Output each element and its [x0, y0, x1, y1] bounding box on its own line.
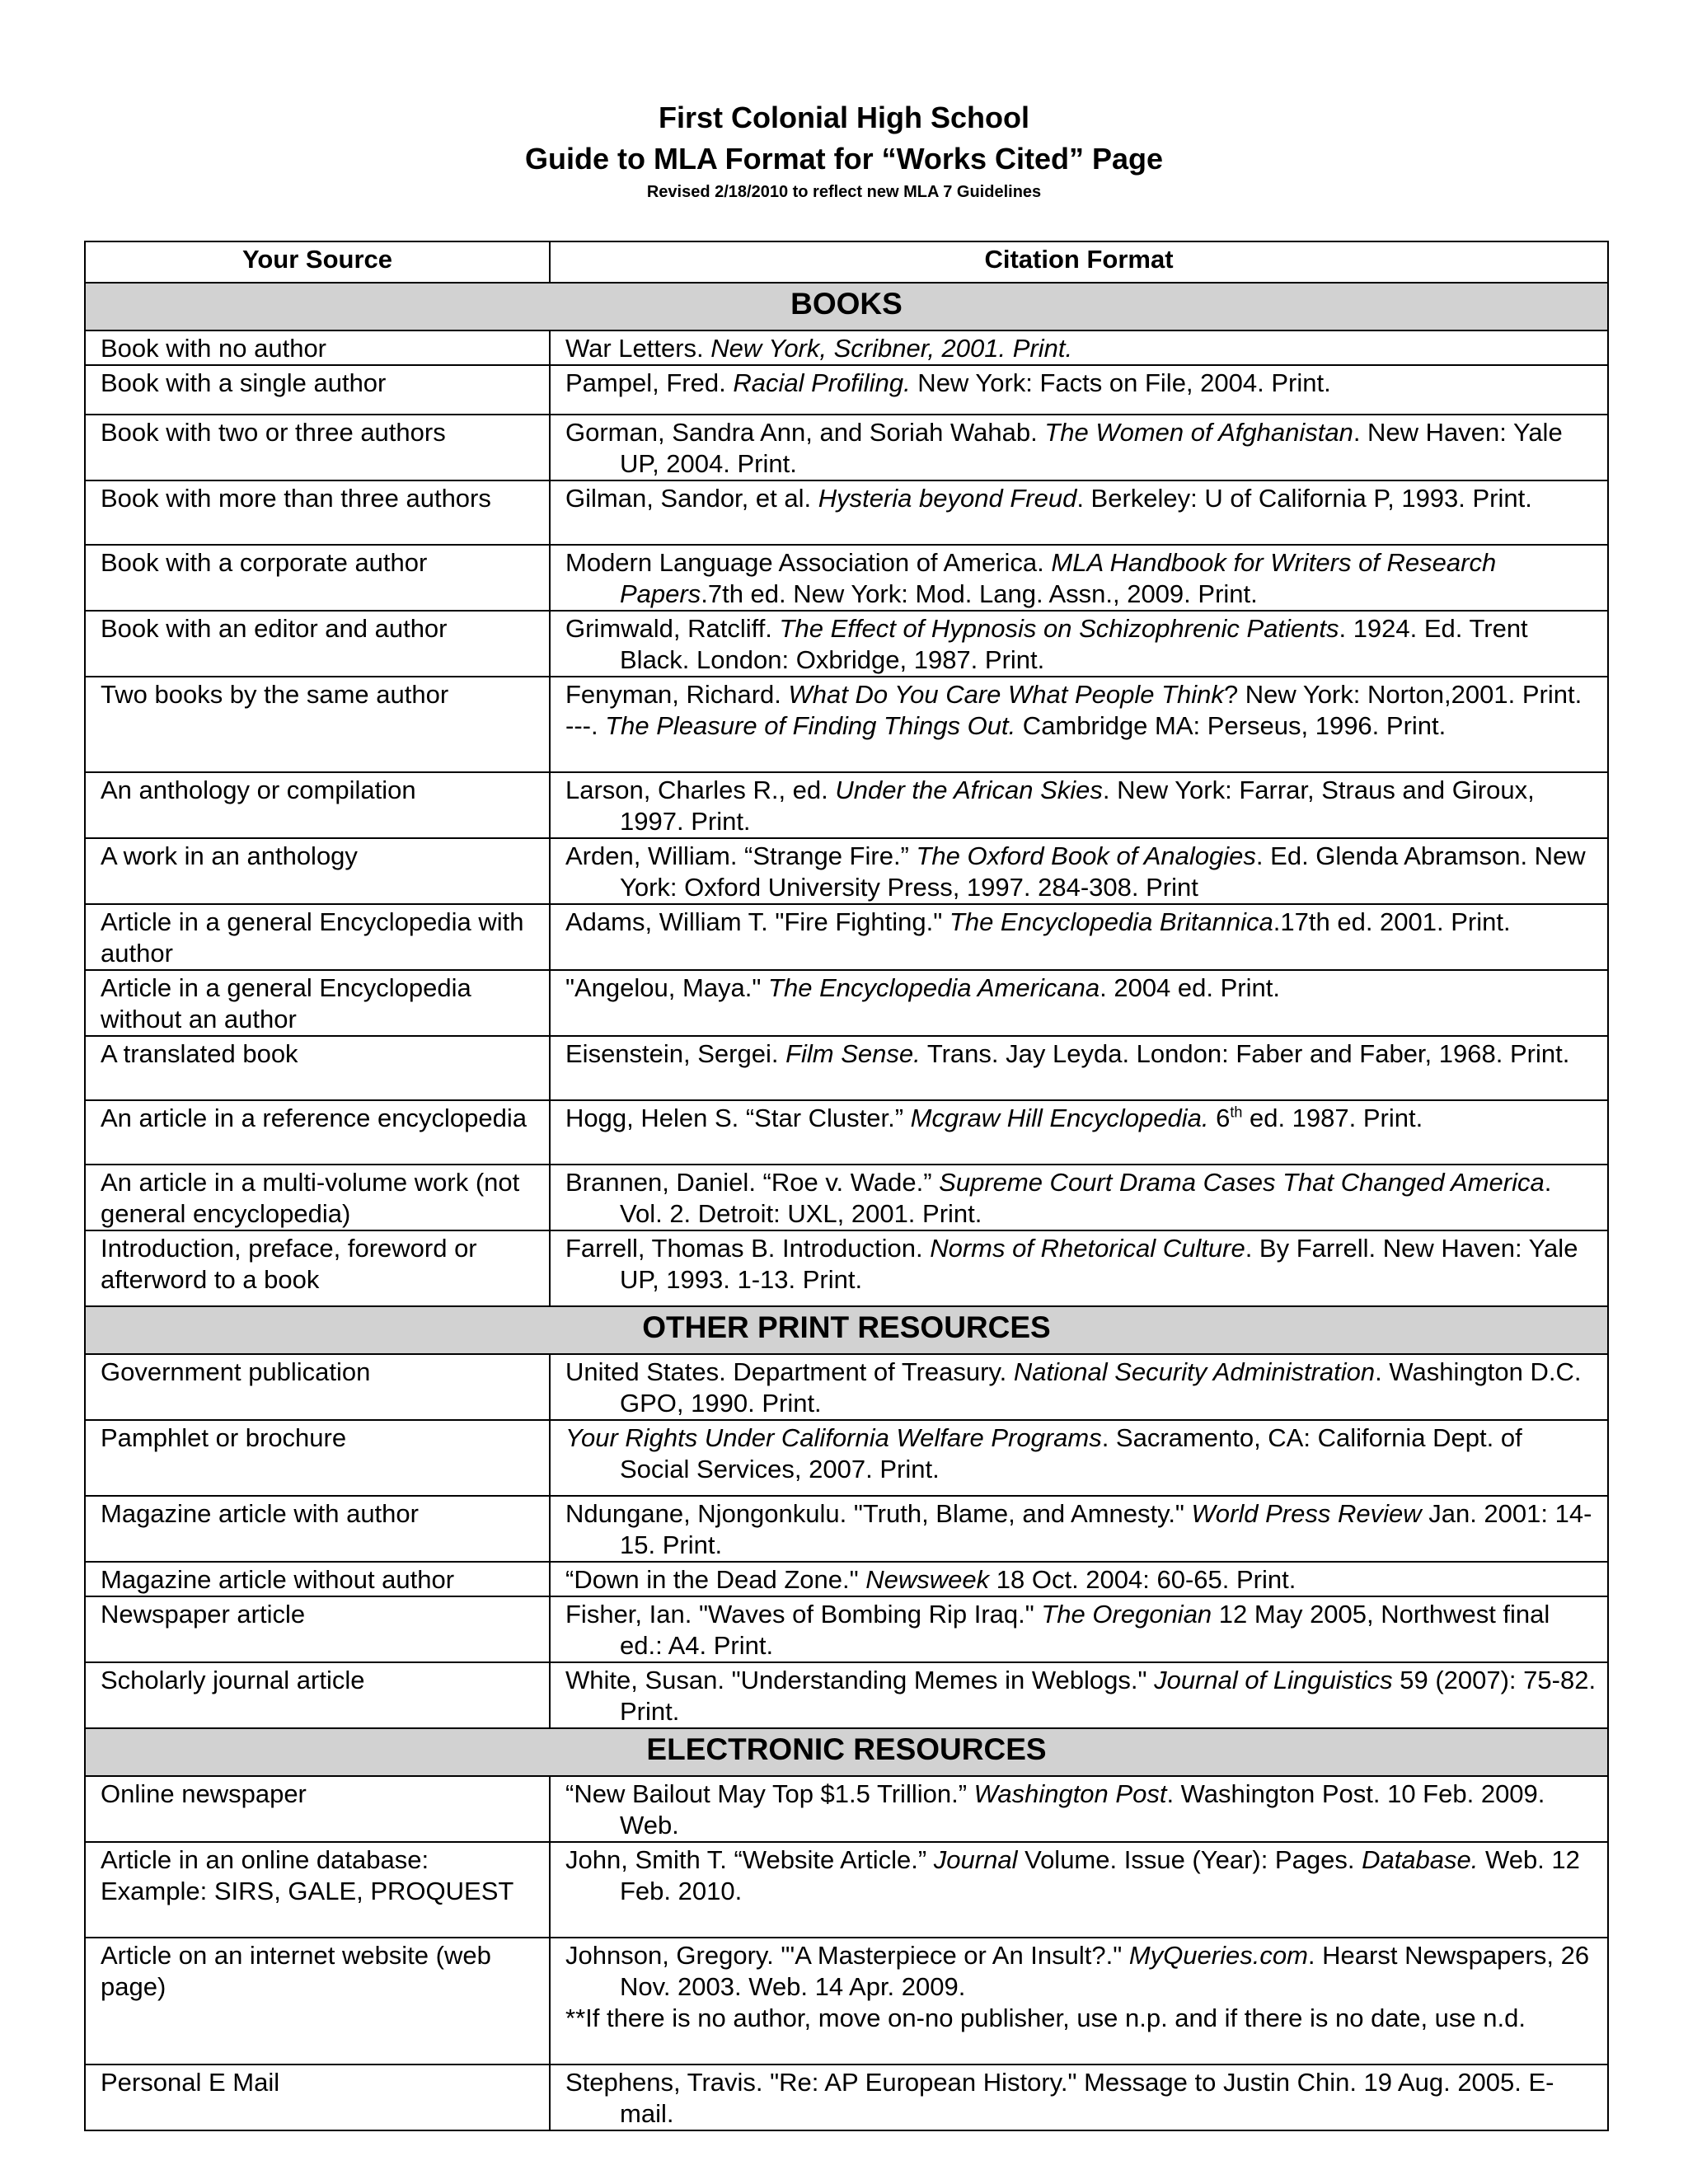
text-segment: Trans. Jay Leyda. London: Faber and Faber, 1968. Print.	[920, 1039, 1570, 1068]
source-type-cell: Magazine article without author	[85, 1562, 550, 1596]
citation-format-cell	[550, 904, 1608, 970]
citation-line	[565, 1779, 1597, 1841]
citation-line	[565, 417, 1597, 480]
citation-format-cell	[550, 1842, 1608, 1938]
italic-title-segment: The Encyclopedia Britannica	[949, 907, 1273, 936]
text-segment: . New York: Farrar, Straus and Giroux, 1997. Print.	[620, 776, 1535, 836]
text-segment: Eisenstein, Sergei.	[565, 1039, 786, 1068]
table-row	[85, 1842, 1608, 1938]
citation-line	[565, 1233, 1597, 1296]
citation-line	[565, 1940, 1597, 2003]
text-segment: . Vol. 2. Detroit: UXL, 2001. Print.	[620, 1168, 1552, 1228]
source-type-cell: Two books by the same author	[85, 677, 550, 772]
text-segment: Pampel, Fred.	[565, 368, 734, 397]
table-row	[85, 611, 1608, 677]
text-segment: United States. Department of Treasury.	[565, 1357, 1014, 1386]
italic-title-segment: The Pleasure of Finding Things Out.	[605, 711, 1016, 740]
source-type-cell: A translated book	[85, 1036, 550, 1100]
italic-title-segment: The Encyclopedia Americana	[768, 973, 1100, 1002]
text-segment: Volume. Issue (Year): Pages.	[1017, 1845, 1362, 1874]
italic-title-segment: Mcgraw Hill Encyclopedia.	[910, 1104, 1209, 1132]
italic-title-segment: MLA Handbook for Writers of Research Papers	[620, 548, 1497, 608]
text-segment: .7th ed. New York: Mod. Lang. Assn., 2009. Print.	[701, 579, 1258, 608]
italic-title-segment: What Do You Care What People Think	[788, 680, 1224, 709]
italic-title-segment: The Oregonian	[1041, 1600, 1212, 1629]
italic-title-segment: The Oxford Book of Analogies	[916, 841, 1256, 870]
source-type-cell: An article in a reference encyclopedia	[85, 1100, 550, 1165]
citation-format-cell	[550, 1100, 1608, 1165]
citation-format-cell	[550, 1496, 1608, 1562]
source-type-cell: Scholarly journal article	[85, 1662, 550, 1728]
text-segment: 59 (2007): 75-82. Print.	[620, 1666, 1597, 1726]
table-row	[85, 1596, 1608, 1662]
italic-title-segment: Norms of Rhetorical Culture	[930, 1234, 1245, 1263]
source-type-cell: Personal E Mail	[85, 2064, 550, 2130]
table-row	[85, 1354, 1608, 1420]
citation-line	[565, 907, 1597, 938]
italic-title-segment: World Press Review	[1191, 1499, 1422, 1528]
text-segment: Ndungane, Njongonkulu. "Truth, Blame, and Amnesty."	[565, 1499, 1192, 1528]
italic-title-segment: Journal of Linguistics	[1154, 1666, 1393, 1694]
citation-format-cell	[550, 1230, 1608, 1306]
table-row	[85, 677, 1608, 772]
header-your-source: Your Source	[85, 241, 550, 283]
table-header-row	[85, 241, 1608, 283]
table-row	[85, 1662, 1608, 1728]
text-segment: “New Bailout May Top $1.5 Trillion.”	[565, 1779, 974, 1808]
source-type-cell: Book with a single author	[85, 365, 550, 415]
citation-format-cell	[550, 330, 1608, 365]
text-segment: 18 Oct. 2004: 60-65. Print.	[989, 1565, 1296, 1594]
text-segment: 6	[1208, 1104, 1231, 1132]
citation-line	[565, 1357, 1597, 1419]
source-type-cell: Government publication	[85, 1354, 550, 1420]
italic-title-segment: Film Sense.	[785, 1039, 921, 1068]
text-segment: . 2004 ed. Print.	[1100, 973, 1280, 1002]
italic-title-segment: Hysteria beyond Freud	[818, 484, 1077, 513]
citation-format-cell	[550, 415, 1608, 480]
citation-format-cell	[550, 970, 1608, 1036]
citation-line	[565, 679, 1597, 710]
text-segment: John, Smith T. “Website Article.”	[565, 1845, 934, 1874]
citation-format-cell	[550, 2064, 1608, 2130]
text-segment: Arden, William. “Strange Fire.”	[565, 841, 917, 870]
text-segment: . Washington Post. 10 Feb. 2009. Web.	[620, 1779, 1545, 1840]
text-segment: Modern Language Association of America.	[565, 548, 1052, 577]
text-segment: War Letters.	[565, 334, 704, 363]
citation-format-cell	[550, 1562, 1608, 1596]
table-row	[85, 904, 1608, 970]
superscript-segment: th	[1230, 1104, 1243, 1121]
citation-line	[565, 333, 1597, 364]
italic-title-segment: Database.	[1362, 1845, 1479, 1874]
text-segment: . Sacramento, CA: California Dept. of Social Services, 2007. Print.	[620, 1423, 1522, 1483]
text-segment: Adams, William T. "Fire Fighting."	[565, 907, 950, 936]
text-segment: Fenyman, Richard.	[565, 680, 789, 709]
citation-format-cell	[550, 1165, 1608, 1230]
source-type-cell: An article in a multi-volume work (not general encyclopedia)	[85, 1165, 550, 1230]
italic-title-segment: Newsweek	[865, 1565, 990, 1594]
citation-line	[565, 1498, 1597, 1561]
revision-note: Revised 2/18/2010 to reflect new MLA 7 Guidelines	[646, 183, 1042, 201]
source-type-cell: Article in an online database: Example: SIRS, GALE, PROQUEST	[85, 1842, 550, 1938]
italic-title-segment: Journal	[933, 1845, 1018, 1874]
source-type-cell: Pamphlet or brochure	[85, 1420, 550, 1496]
source-type-cell: An anthology or compilation	[85, 772, 550, 838]
text-segment: ---.	[565, 711, 606, 740]
citation-format-cell	[550, 1938, 1608, 2064]
section-header-row	[85, 1728, 1608, 1776]
table-row	[85, 1938, 1608, 2064]
source-type-cell: Newspaper article	[85, 1596, 550, 1662]
section-title-books: BOOKS	[85, 283, 1608, 330]
text-segment: White, Susan. "Understanding Memes in Weblogs."	[565, 1666, 1155, 1694]
source-type-cell: Book with more than three authors	[85, 480, 550, 545]
citation-line	[565, 1167, 1597, 1230]
text-segment: “Down in the Dead Zone."	[565, 1565, 866, 1594]
source-type-cell: Magazine article with author	[85, 1496, 550, 1562]
table-row	[85, 2064, 1608, 2130]
section-header-row	[85, 283, 1608, 330]
text-segment: **If there is no author, move on-no publisher, use n.p. and if there is no date, use n.d.	[565, 2004, 1526, 2032]
document-title: First Colonial High School	[659, 101, 1029, 134]
source-type-cell: Article in a general Encyclopedia with author	[85, 904, 550, 970]
document-subtitle: Guide to MLA Format for “Works Cited” Page	[524, 142, 1164, 176]
source-type-cell: Book with two or three authors	[85, 415, 550, 480]
italic-title-segment: National Security Administration	[1013, 1357, 1376, 1386]
section-header-row	[85, 1306, 1608, 1354]
citation-line	[565, 368, 1597, 399]
text-segment: Johnson, Gregory. "'A Masterpiece or An Insult?."	[565, 1941, 1129, 1970]
text-segment: Larson, Charles R., ed.	[565, 776, 836, 804]
citation-line	[565, 972, 1597, 1004]
citation-format-cell	[550, 545, 1608, 611]
text-segment: . Washington D.C. GPO, 1990. Print.	[620, 1357, 1582, 1418]
source-type-cell: Book with a corporate author	[85, 545, 550, 611]
text-segment: ed. 1987. Print.	[1242, 1104, 1423, 1132]
section-title-print: OTHER PRINT RESOURCES	[85, 1306, 1608, 1354]
citation-format-cell	[550, 838, 1608, 904]
citation-format-cell	[550, 480, 1608, 545]
text-segment: ? New York: Norton,2001. Print.	[1223, 680, 1582, 709]
text-segment: .17th ed. 2001. Print.	[1273, 907, 1511, 936]
italic-title-segment: The Women of Afghanistan	[1044, 418, 1353, 447]
italic-title-segment: Racial Profiling.	[733, 368, 911, 397]
table-row	[85, 415, 1608, 480]
citation-line	[565, 710, 1597, 742]
citation-line	[565, 1844, 1597, 1907]
text-segment: . By Farrell. New Haven: Yale UP, 1993. 1-13. Print.	[620, 1234, 1578, 1294]
italic-title-segment: Your Rights Under California Welfare Programs	[565, 1423, 1102, 1452]
text-segment: Grimwald, Ratcliff.	[565, 614, 780, 643]
source-type-cell: Article on an internet website (web page)	[85, 1938, 550, 2064]
text-segment: Gilman, Sandor, et al.	[565, 484, 818, 513]
text-segment: . Ed. Glenda Abramson. New York: Oxford University Press, 1997. 284-308. Print	[620, 841, 1586, 902]
source-type-cell: A work in an anthology	[85, 838, 550, 904]
citation-line	[565, 483, 1597, 514]
text-segment: Jan. 2001: 14-15. Print.	[620, 1499, 1592, 1559]
text-segment: . New Haven: Yale UP, 2004. Print.	[620, 418, 1563, 478]
table-row	[85, 970, 1608, 1036]
text-segment: Brannen, Daniel. “Roe v. Wade.”	[565, 1168, 940, 1197]
italic-title-segment: Washington Post	[973, 1779, 1167, 1808]
citation-line	[565, 1422, 1597, 1485]
citation-line	[565, 841, 1597, 903]
table-row	[85, 772, 1608, 838]
table-row	[85, 545, 1608, 611]
section-title-electronic: ELECTRONIC RESOURCES	[85, 1728, 1608, 1776]
citation-format-cell	[550, 365, 1608, 415]
citation-format-cell	[550, 677, 1608, 772]
text-segment: . 1924. Ed. Trent Black. London: Oxbridge, 1987. Print.	[620, 614, 1528, 674]
text-segment: Stephens, Travis. "Re: AP European History." Message to Justin Chin. 19 Aug. 2005. E-mail.	[565, 2068, 1554, 2128]
text-segment: New York: Facts on File, 2004. Print.	[910, 368, 1331, 397]
citation-line	[565, 1564, 1597, 1596]
table-row	[85, 1036, 1608, 1100]
citation-line	[565, 547, 1597, 610]
text-segment: Web. 12 Feb. 2010.	[620, 1845, 1580, 1905]
table-row	[85, 1496, 1608, 1562]
citation-line	[565, 775, 1597, 837]
text-segment: Hogg, Helen S. “Star Cluster.”	[565, 1104, 911, 1132]
italic-title-segment: Supreme Court Drama Cases That Changed America	[939, 1168, 1545, 1197]
table-row	[85, 1230, 1608, 1306]
citation-format-cell	[550, 1036, 1608, 1100]
source-type-cell: Book with no author	[85, 330, 550, 365]
citation-format-cell	[550, 1776, 1608, 1842]
table-row	[85, 838, 1608, 904]
table-row	[85, 480, 1608, 545]
citation-line	[565, 2003, 1597, 2034]
source-type-cell: Introduction, preface, foreword or afterword to a book	[85, 1230, 550, 1306]
text-segment: . Berkeley: U of California P, 1993. Print.	[1076, 484, 1532, 513]
table-row	[85, 1100, 1608, 1165]
text-segment: "Angelou, Maya."	[565, 973, 769, 1002]
citation-line	[565, 1665, 1597, 1727]
citation-format-cell	[550, 1596, 1608, 1662]
italic-title-segment: New York, Scribner, 2001. Print.	[703, 334, 1073, 363]
text-segment: Cambridge MA: Perseus, 1996. Print.	[1015, 711, 1447, 740]
text-segment: Gorman, Sandra Ann, and Soriah Wahab.	[565, 418, 1045, 447]
table-row	[85, 365, 1608, 415]
citation-line	[565, 2067, 1597, 2130]
text-segment: Farrell, Thomas B. Introduction.	[565, 1234, 931, 1263]
source-type-cell: Article in a general Encyclopedia without an author	[85, 970, 550, 1036]
table-row	[85, 1562, 1608, 1596]
text-segment: . Hearst Newspapers, 26 Nov. 2003. Web. 14 Apr. 2009.	[620, 1941, 1590, 2001]
table-row	[85, 1420, 1608, 1496]
citation-format-cell	[550, 611, 1608, 677]
citation-line	[565, 1103, 1597, 1134]
header-citation-format: Citation Format	[550, 241, 1608, 283]
citation-table	[84, 241, 1609, 2131]
source-type-cell: Online newspaper	[85, 1776, 550, 1842]
citation-format-cell	[550, 1354, 1608, 1420]
text-segment: 12 May 2005, Northwest final ed.: A4. Print.	[620, 1600, 1550, 1660]
citation-line	[565, 1038, 1597, 1070]
citation-format-cell	[550, 1662, 1608, 1728]
italic-title-segment: MyQueries.com	[1128, 1941, 1308, 1970]
citation-format-cell	[550, 1420, 1608, 1496]
citation-format-cell	[550, 772, 1608, 838]
citation-line	[565, 1599, 1597, 1661]
text-segment: Fisher, Ian. "Waves of Bombing Rip Iraq."	[565, 1600, 1042, 1629]
table-row	[85, 330, 1608, 365]
table-row	[85, 1165, 1608, 1230]
source-type-cell: Book with an editor and author	[85, 611, 550, 677]
italic-title-segment: The Effect of Hypnosis on Schizophrenic Patients	[779, 614, 1339, 643]
table-row	[85, 1776, 1608, 1842]
citation-line	[565, 613, 1597, 676]
italic-title-segment: Under the African Skies	[835, 776, 1103, 804]
